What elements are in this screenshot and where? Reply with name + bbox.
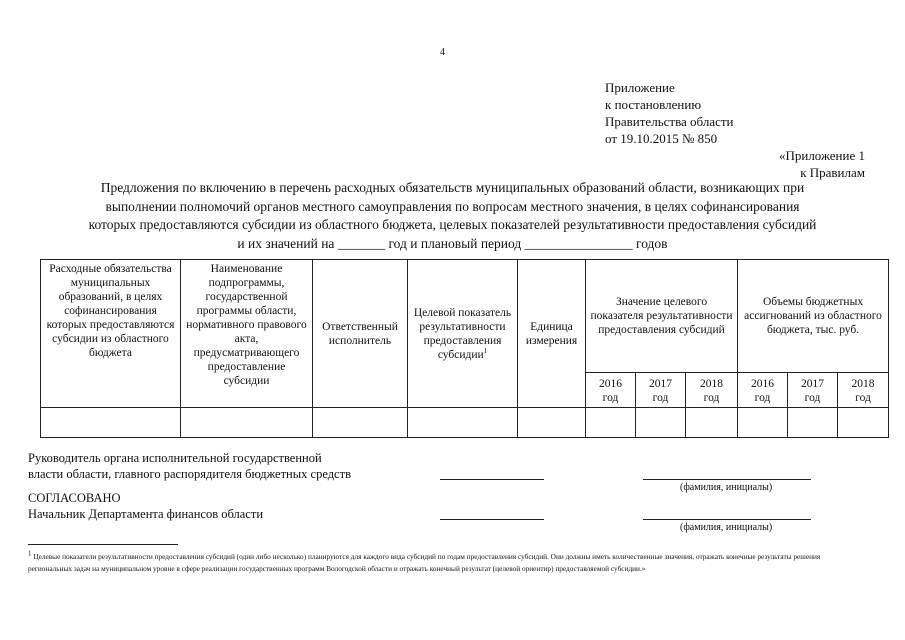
- table-cell: [686, 408, 738, 438]
- table-cell: [738, 408, 788, 438]
- finance-head-label: Начальник Департамента финансов области: [28, 507, 264, 521]
- head-signatory: [28, 450, 351, 482]
- year-value: 2018: [851, 378, 875, 390]
- table-cell: [313, 408, 408, 438]
- footnote: [28, 551, 848, 575]
- name-line: [643, 519, 811, 520]
- signature-line: [440, 519, 544, 520]
- title-line3: которых предоставляются субсидии из областного бюджета, целевых показателей результативности предоставления субсидий: [88, 217, 817, 232]
- year-header: [686, 373, 738, 408]
- header-responsible: Ответственный исполнитель: [313, 260, 408, 408]
- table-cell: [518, 408, 586, 438]
- table-cell: [41, 408, 181, 438]
- year-value: 2016: [751, 378, 775, 390]
- title-line4-end: годов: [636, 235, 668, 251]
- title-line4-middle: год и плановый период: [388, 235, 522, 251]
- signature-line: [440, 479, 544, 480]
- year-header: [788, 373, 838, 408]
- table-cell: [586, 408, 636, 438]
- name-caption: (фамилия, инициалы): [680, 522, 773, 533]
- rules-reference: [779, 147, 865, 181]
- footnote-number: 1: [28, 549, 32, 558]
- year-value: 2018: [700, 378, 724, 390]
- header-expense-obligations: Расходные обязательства муниципальных образований, в целях софинансирования которых предоставляются субсидии из областного бюджета: [41, 260, 181, 408]
- year-header: [586, 373, 636, 408]
- proposals-table: [40, 259, 889, 438]
- head-signatory-line1: Руководитель органа исполнительной государственной: [28, 451, 322, 465]
- year-suffix: год: [804, 392, 821, 404]
- footnote-mark: 1: [483, 346, 488, 355]
- agreed-block: [28, 490, 263, 522]
- appendix-line: от 19.10.2015 № 850: [605, 131, 718, 146]
- year-suffix: год: [855, 392, 871, 404]
- year-suffix: год: [754, 392, 771, 404]
- agreed-label: СОГЛАСОВАНО: [28, 491, 121, 505]
- header-indicator-values: Значение целевого показателя результативности предоставления субсидий: [586, 260, 738, 373]
- footnote-separator: [28, 544, 178, 545]
- year-suffix: год: [602, 392, 619, 404]
- table-cell: [636, 408, 686, 438]
- page-number: 4: [440, 47, 445, 58]
- table-cell: [408, 408, 518, 438]
- title-line2: выполнении полномочий органов местного самоуправления по вопросам местного значения, в целях софинансирования: [105, 198, 800, 214]
- year-suffix: год: [703, 392, 720, 404]
- header-subprogram-name: Наименование подпрограммы, государственной программы области, нормативного правового акта, предусматривающего предоставление субсидии: [181, 260, 313, 408]
- year-suffix: год: [652, 392, 669, 404]
- title-line1: Предложения по включению в перечень расходных обязательств муниципальных образований области, возникающих при: [100, 180, 805, 195]
- name-caption: (фамилия, инициалы): [680, 482, 773, 493]
- table-cell: [788, 408, 838, 438]
- appendix-line: Приложение: [605, 80, 675, 95]
- table-cell: [838, 408, 889, 438]
- year-value: 2017: [649, 378, 672, 390]
- year-header: [738, 373, 788, 408]
- title-line4: [30, 235, 875, 254]
- rules-reference-line2: к Правилам: [800, 165, 865, 180]
- title-line4-start: и их значений на: [237, 235, 335, 251]
- table-cell: [181, 408, 313, 438]
- year-header: [838, 373, 889, 408]
- name-line: [643, 479, 811, 480]
- year-header: [636, 373, 686, 408]
- year-value: 2017: [801, 378, 825, 390]
- appendix-line: к постановлению: [605, 97, 702, 112]
- header-unit: Единица измерения: [518, 260, 586, 408]
- footnote-text: Целевые показатели результативности предоставления субсидий (один либо несколько) планируются для каждого вида субсидий по годам предоставления субсидий. Они должны иметь количественные значения, отражать конечные результаты решения региональных задач на муниципальном уровне в сфере реализации государственных программ Вологодской области и отражать конечный результат (целевой ориентир) предоставляемой субсидии.»: [28, 552, 821, 573]
- period-blank: ________________: [524, 235, 633, 251]
- year-value: 2016: [599, 378, 622, 390]
- rules-reference-line1: «Приложение 1: [778, 148, 865, 163]
- head-signatory-line2: власти области, главного распорядителя бюджетных средств: [28, 467, 351, 481]
- header-indicator: [408, 260, 518, 408]
- year-blank: _______: [337, 235, 386, 251]
- header-indicator-text: Целевой показатель результативности предоставления субсидии: [413, 306, 512, 361]
- table-row: [41, 408, 889, 438]
- appendix-header: [605, 79, 734, 147]
- appendix-line: Правительства области: [605, 114, 734, 129]
- document-title: [30, 179, 875, 253]
- header-budget-volumes: Объемы бюджетных ассигнований из областного бюджета, тыс. руб.: [738, 260, 889, 373]
